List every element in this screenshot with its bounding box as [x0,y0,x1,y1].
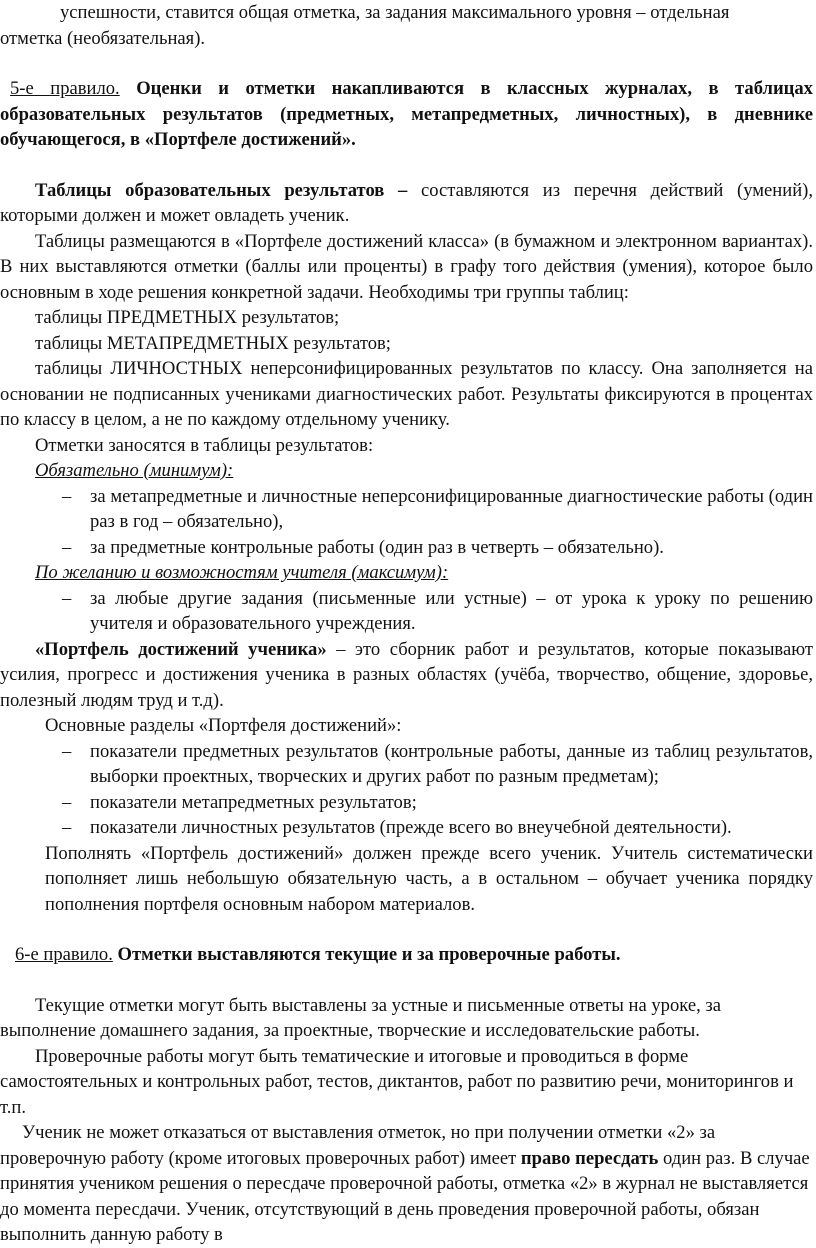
tables-placed-paragraph: Таблицы размещаются в «Портфеле достижений класса» (в бумажном и электронном вариантах). В них выставляются отметки (баллы или проценты) в графу того действия (умения), которое было основным в ходе решения конкретной задачи. Необходимы три группы таблиц: [0,230,813,303]
list-item-text: показатели метапредметных результатов; [90,791,417,813]
rule6-paragraph [0,942,813,968]
portfolio-definition [0,637,813,714]
rule5-paragraph [0,76,813,153]
fill-portfolio-paragraph: Пополнять «Портфель достижений» должен прежде всего ученик. Учитель систематически пополняет лишь небольшую обязательную часть, а в остальном – обучает ученика порядку пополнения портфеля основным набором материалов. [45,842,813,915]
current-marks-paragraph: Текущие отметки могут быть выставлены за устные и письменные ответы на уроке, за выполнение домашнего задания, за проектные, творческие и исследовательские работы. [0,994,721,1041]
list-item-text: за метапредметные и личностные неперсонифицированные диагностические работы (один раз в год – обязательно), [90,485,813,532]
marks-entered-line: Отметки заносятся в таблицы результатов: [35,434,374,456]
list-item [0,739,813,790]
dash-bullet: – [62,791,72,813]
list-item-text: за любые другие задания (письменные или устные) – от урока к уроку по решению учителя и образовательного учреждения. [90,587,813,634]
mandatory-list [0,484,813,561]
list-item [0,484,813,535]
tables-text: составляются из перечня действий (умений), которыми должен и может овладеть ученик. [0,179,814,226]
rule6-text: Отметки выставляются текущие и за проверочные работы. [112,944,621,965]
list-item [0,586,813,637]
rule6-label: 6-е правило. [15,944,113,965]
tables-bold: Таблицы образовательных результатов – [35,179,408,201]
sections-intro: Основные разделы «Портфеля достижений»: [45,715,402,736]
tables-definition [0,178,813,229]
para-continuation-line2: отметка (необязательная). [0,27,206,49]
refuse-text-a: Ученик не может отказаться от выставления отметок, но при получении отметки «2» за проверочную работу (кроме итоговых проверочных работ) имеет [0,1122,716,1169]
portfolio-bold: «Портфель достижений ученика» [35,638,327,660]
list-item-text: показатели предметных результатов (контрольные работы, данные из таблиц результатов, выборки проектных, творческих и других работ по разным предметам); [90,740,813,787]
list-item [0,790,813,816]
optional-label: По желанию и возможностям учителя (максимум): [35,562,449,583]
table-personal-paragraph: таблицы ЛИЧНОСТНЫХ неперсонифицированных результатов по классу. Она заполняется на основании не подписанных учениками диагностических работ. Результаты фиксируются в процентах по классу в целом, а не по каждому отдельному ученику. [0,358,813,430]
table-subject-line: таблицы ПРЕДМЕТНЫХ результатов; [35,307,340,328]
list-item-text: показатели личностных результатов (прежде всего во внеучебной деятельности). [90,817,732,838]
refuse-paragraph [0,1120,813,1248]
refuse-text-b: один раз. В случае принятия учеником решения о пересдаче проверочной работы, отметка «2» в журнал не выставляется до момента пересдачи. Ученик, отсутствующий в день проведения проверочной работы, обязан выполнить данную работу в [0,1147,810,1245]
list-item-text: за предметные контрольные работы (один раз в четверть – обязательно). [90,536,664,558]
dash-bullet: – [62,485,72,507]
optional-heading [0,560,813,586]
dash-bullet: – [62,587,72,609]
rule5-text: Оценки и отметки накапливаются в классных журналах, в таблицах образовательных результатов (предметных, метапредметных, личностных), в дневнике обучающегося, в «Портфеле достижений». [0,78,813,150]
list-item [0,815,813,841]
para-continuation-line1: успешности, ставится общая отметка, за задания максимального уровня – отдельная [60,2,730,23]
mandatory-heading [0,458,813,484]
rule5-label: 5-е правило. [10,78,120,99]
refuse-bold: право пересдать [520,1147,659,1169]
list-item [0,535,813,561]
check-works-paragraph: Проверочные работы могут быть тематические и итоговые и проводиться в форме самостоятельных и контрольных работ, тестов, диктантов, работ по развитию речи, мониторингов и т.п. [0,1045,794,1118]
dash-bullet: – [62,817,72,838]
dash-bullet: – [62,740,72,762]
optional-list [0,586,813,637]
dash-bullet: – [62,536,72,558]
mandatory-label: Обязательно (минимум): [35,460,234,481]
sections-list [0,739,813,841]
table-meta-line: таблицы МЕТАПРЕДМЕТНЫХ результатов; [35,332,391,354]
portfolio-text: – это сборник работ и результатов, которые показывают усилия, прогресс и достижения ученика в разных областях (учёба, творчество, общение, здоровье, полезный людям труд и т.д). [0,638,813,711]
